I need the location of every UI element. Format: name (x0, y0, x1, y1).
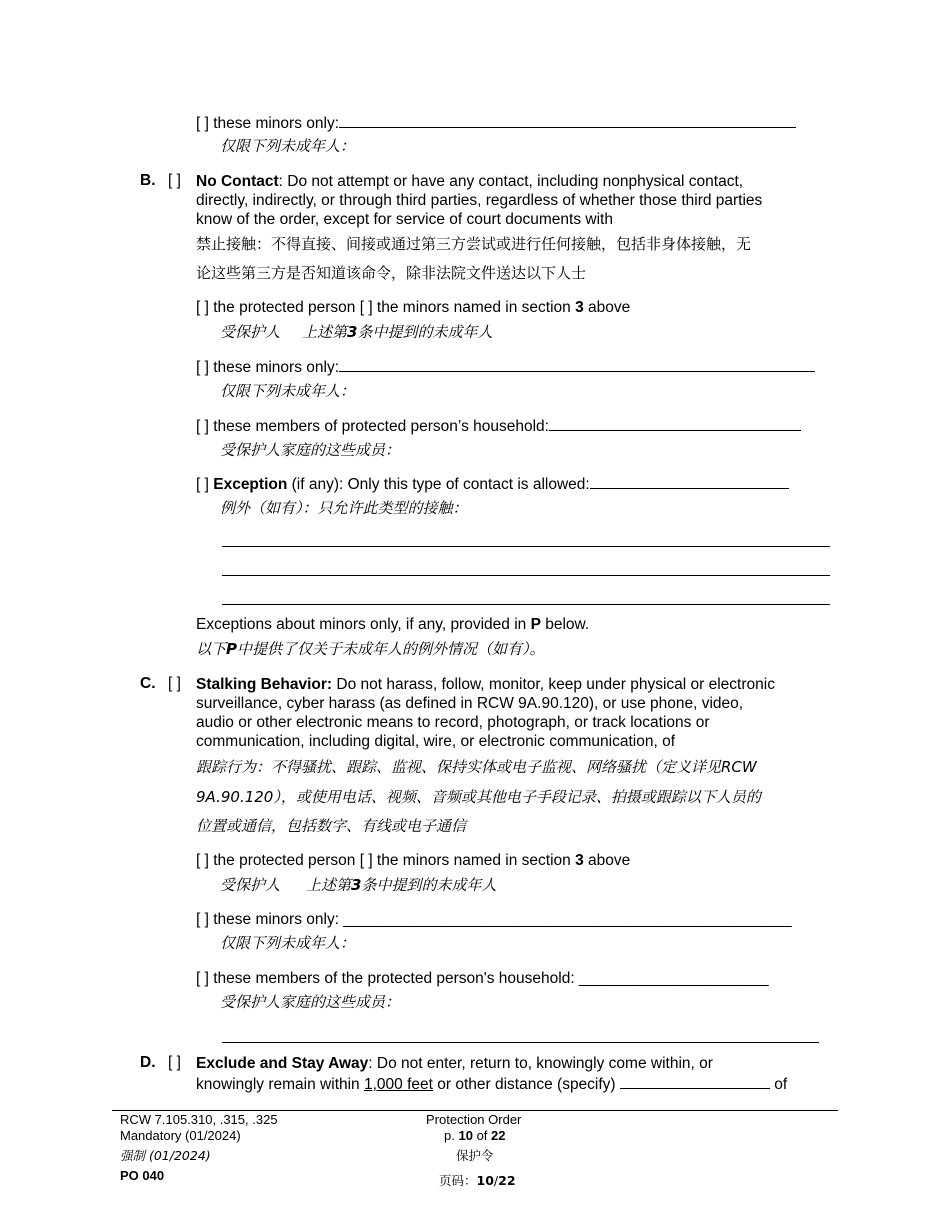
footer-page-zh: 页码：10/22 (439, 1173, 516, 1188)
section-b-exceptions-note-zh: 以下P中提供了仅关于未成年人的例外情况（如有）。 (196, 640, 545, 658)
distance-value: 1,000 feet (364, 1076, 433, 1093)
footer-mandatory-zh: 强制 (01/2024) (120, 1148, 211, 1163)
top-minors-only-zh: 仅限下列未成年人： (220, 137, 356, 155)
section-c-zh1: 跟踪行为：不得骚扰、跟踪、监视、保持实体或电子监视、网络骚扰（定义详见RCW (196, 758, 757, 776)
section-d-label: D. (140, 1054, 156, 1071)
section-c-label: C. (140, 675, 156, 692)
section-b-line2: directly, indirectly, or through third parties, regardless of whether those third parties (196, 192, 763, 209)
footer-rcw: RCW 7.105.310, .315, .325 (120, 1112, 278, 1127)
section-b-option-household[interactable]: [ ] these members of protected person’s household: (196, 416, 801, 436)
section-b-line1: No Contact: Do not attempt or have any contact, including nonphysical contact, (196, 173, 744, 190)
footer-rule (112, 1110, 838, 1111)
section-b-option-household-zh: 受保护人家庭的这些成员： (220, 441, 401, 459)
section-b-title: No Contact (196, 173, 279, 190)
section-c-option-household[interactable]: [ ] these members of the protected person's household: ______________________ (196, 970, 769, 987)
section-b-minors-blank[interactable] (339, 357, 815, 372)
section-b-option-exception[interactable]: [ ] Exception (if any): Only this type of contact is allowed: (196, 474, 789, 494)
exception-line-2[interactable] (222, 575, 830, 576)
section-c-option-protected[interactable]: [ ] the protected person [ ] the minors named in section 3 above (196, 852, 631, 869)
section-c-checkbox[interactable]: [ ] (168, 675, 181, 692)
section-c-line3: audio or other electronic means to record, photograph, or track locations or (196, 714, 710, 731)
section-b-zh1: 禁止接触：不得直接、间接或通过第三方尝试或进行任何接触，包括非身体接触，无 (196, 235, 752, 253)
section-b-checkbox[interactable]: [ ] (168, 172, 181, 189)
footer-title: Protection Order (426, 1112, 522, 1127)
section-c-line1: Stalking Behavior: Do not harass, follow, monitor, keep under physical or electronic (196, 676, 775, 693)
section-b-option-protected-zh: 受保护人 上述第3条中提到的未成年人 (220, 323, 493, 341)
section-d-checkbox[interactable]: [ ] (168, 1054, 181, 1071)
exception-line-1[interactable] (222, 546, 830, 547)
section-b-option-minors-zh: 仅限下列未成年人： (220, 382, 356, 400)
section-c-household-line[interactable] (222, 1042, 819, 1043)
section-b-label: B. (140, 172, 156, 189)
section-d-line1: Exclude and Stay Away: Do not enter, return to, knowingly come within, or (196, 1055, 713, 1072)
minors-only-blank[interactable] (339, 113, 796, 128)
footer-page: p. 10 of 22 (444, 1128, 506, 1143)
top-minors-only-option[interactable]: [ ] these minors only: (196, 113, 796, 133)
footer-form-number: PO 040 (120, 1168, 165, 1183)
section-c-option-minors-zh: 仅限下列未成年人： (220, 934, 356, 952)
section-c-line4: communication, including digital, wire, or electronic communication, of (196, 733, 675, 750)
section-b-exceptions-note: Exceptions about minors only, if any, provided in P below. (196, 616, 590, 633)
section-b-household-blank[interactable] (549, 416, 801, 431)
section-c-zh2: 9A.90.120），或使用电话、视频、音频或其他电子手段记录、拍摄或跟踪以下人员的 (196, 788, 761, 806)
footer-title-zh: 保护令 (456, 1148, 494, 1163)
section-b-option-minors[interactable]: [ ] these minors only: (196, 357, 815, 377)
section-c-line2: surveillance, cyber harass (as defined in RCW 9A.90.120), or use phone, video, (196, 695, 744, 712)
section-b-zh2: 论这些第三方是否知道该命令，除非法院文件送达以下人士 (196, 264, 587, 282)
exception-line-3[interactable] (222, 604, 830, 605)
section-b-option-exception-zh: 例外（如有）：只允许此类型的接触： (220, 499, 468, 517)
footer-mandatory: Mandatory (01/2024) (120, 1128, 241, 1143)
section-b-line3: know of the order, except for service of court documents with (196, 211, 613, 228)
section-c-option-minors[interactable]: [ ] these minors only: ____________________________________________________ (196, 911, 792, 928)
section-b-option-protected[interactable]: [ ] the protected person [ ] the minors named in section 3 above (196, 299, 631, 316)
section-c-option-protected-zh: 受保护人 上述第3条中提到的未成年人 (220, 876, 497, 894)
section-b-exception-blank[interactable] (590, 474, 789, 489)
section-c-title: Stalking Behavior: (196, 676, 333, 693)
section-c-zh3: 位置或通信，包括数字、有线或电子通信 (196, 817, 467, 835)
section-c-option-household-zh: 受保护人家庭的这些成员： (220, 993, 401, 1011)
section-d-title: Exclude and Stay Away (196, 1055, 369, 1072)
section-d-line2: knowingly remain within 1,000 feet or other distance (specify) of (196, 1076, 788, 1093)
distance-specify-blank[interactable] (620, 1074, 770, 1089)
